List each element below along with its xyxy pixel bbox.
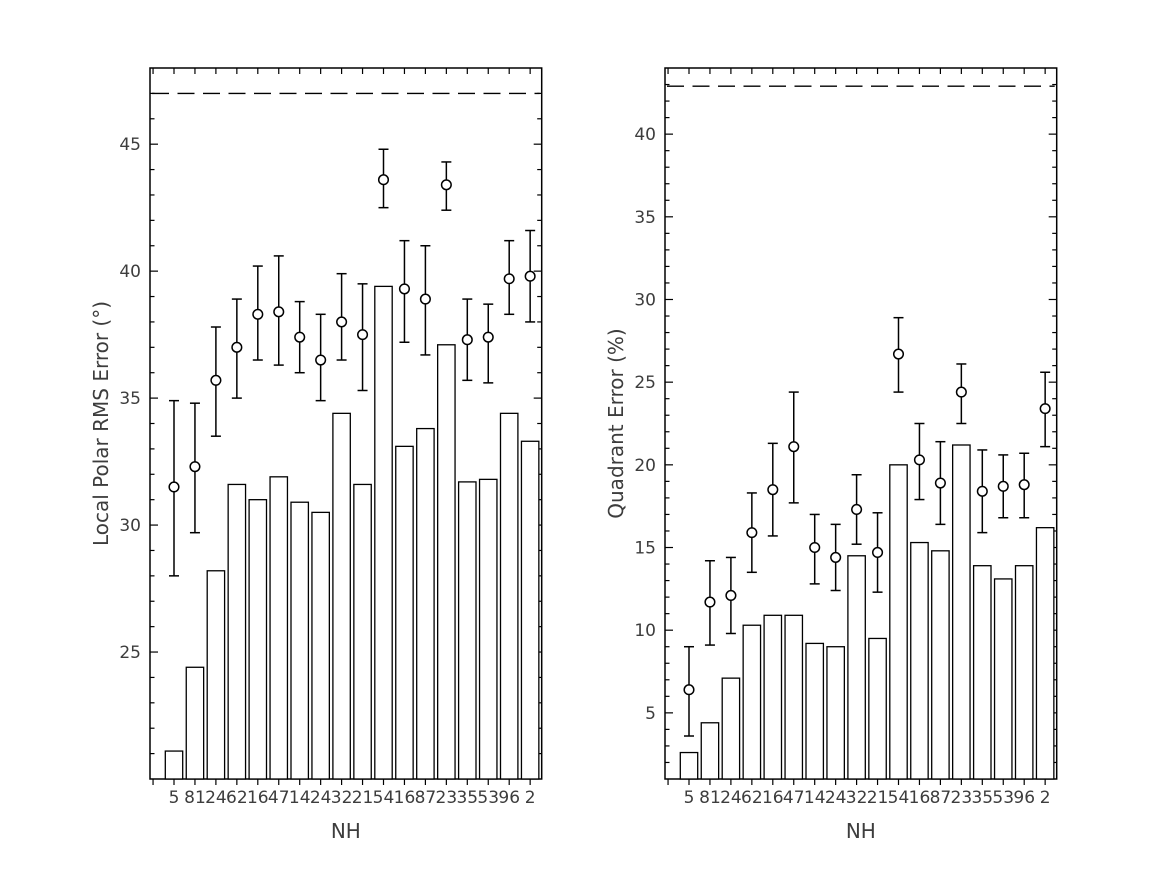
x-tick-label: 21: [351, 788, 374, 808]
data-point-circle: [421, 294, 431, 304]
bar: [974, 566, 991, 779]
bar: [501, 413, 518, 779]
bar: [743, 625, 760, 779]
data-point-circle: [789, 442, 799, 452]
y-tick-label: 35: [119, 389, 141, 410]
data-point-circle: [232, 343, 242, 353]
data-point-circle: [978, 486, 988, 496]
data-point-circle: [337, 317, 347, 327]
data-point-circle: [1040, 404, 1050, 414]
bar: [480, 479, 497, 779]
bar: [764, 615, 781, 779]
data-point-circle: [253, 310, 263, 320]
x-tick-label: 16: [761, 788, 784, 808]
bar: [186, 667, 203, 779]
x-tick-label: 87: [929, 788, 952, 808]
data-point-circle: [1019, 480, 1029, 490]
data-point-circle: [295, 332, 305, 342]
x-tick-label: 35: [971, 788, 994, 808]
x-tick-label: 16: [908, 788, 931, 808]
bar: [785, 615, 802, 779]
y-axis-label: Local Polar RMS Error (°): [89, 300, 113, 547]
bar: [459, 482, 476, 779]
y-tick-label: 45: [119, 135, 141, 156]
x-tick-label: 23: [435, 788, 458, 808]
bar: [806, 643, 823, 779]
y-tick-label: 30: [119, 516, 141, 537]
bar: [701, 723, 718, 779]
y-tick-label: 25: [119, 643, 141, 664]
x-tick-label: 16: [246, 788, 269, 808]
data-point-circle: [169, 482, 179, 492]
x-tick-label: 5: [168, 788, 180, 808]
x-axis-label: NH: [330, 819, 361, 843]
bar: [396, 446, 413, 779]
data-point-circle: [358, 330, 368, 340]
bar: [827, 647, 844, 779]
data-point-circle: [400, 284, 410, 294]
data-point-circle: [463, 335, 473, 345]
x-tick-label: 54: [372, 788, 395, 808]
bar: [911, 543, 928, 779]
data-point-circle: [998, 482, 1008, 492]
x-tick-label: 54: [887, 788, 910, 808]
x-tick-label: 2: [1039, 788, 1051, 808]
x-tick-label: 35: [456, 788, 479, 808]
y-axis-label: Quadrant Error (%): [604, 328, 628, 519]
data-point-circle: [211, 376, 221, 386]
bar: [1036, 528, 1053, 779]
bar: [291, 502, 308, 779]
x-tick-label: 2: [524, 788, 536, 808]
data-point-circle: [747, 528, 757, 538]
x-axis-label: NH: [845, 819, 876, 843]
y-tick-label: 20: [634, 455, 656, 476]
y-tick-label: 40: [119, 262, 141, 283]
bar: [249, 500, 266, 779]
x-tick-label: 87: [414, 788, 437, 808]
y-tick-label: 25: [634, 373, 656, 394]
x-tick-label: 14: [803, 788, 826, 808]
data-point-circle: [442, 180, 452, 190]
x-tick-label: 62: [226, 788, 248, 808]
data-point-circle: [831, 553, 841, 563]
bar: [417, 429, 434, 779]
data-point-circle: [316, 355, 326, 365]
bar: [848, 556, 865, 779]
x-tick-label: 62: [741, 788, 763, 808]
bar: [438, 345, 455, 779]
bar: [270, 477, 287, 779]
y-tick-label: 15: [634, 538, 656, 559]
bar: [521, 441, 538, 779]
bar: [207, 571, 224, 779]
bar: [932, 551, 949, 779]
x-tick-label: 32: [845, 788, 868, 808]
x-tick-label: 16: [393, 788, 416, 808]
x-tick-label: 81: [699, 788, 721, 808]
x-tick-label: 5: [683, 788, 695, 808]
x-tick-label: 23: [950, 788, 973, 808]
data-point-circle: [873, 548, 883, 558]
data-point-circle: [274, 307, 284, 317]
data-point-circle: [705, 597, 715, 607]
bar: [680, 753, 697, 779]
data-point-circle: [768, 485, 778, 495]
bar: [869, 638, 886, 779]
x-tick-label: 24: [720, 788, 742, 808]
data-point-circle: [810, 543, 820, 553]
bar: [228, 484, 245, 779]
bar: [375, 286, 392, 779]
bar: [354, 484, 371, 779]
y-tick-label: 5: [645, 703, 656, 724]
bar: [312, 512, 329, 779]
x-tick-label: 96: [1013, 788, 1036, 808]
y-tick-label: 40: [634, 125, 656, 146]
bar: [333, 413, 350, 779]
x-tick-label: 96: [498, 788, 521, 808]
data-point-circle: [936, 478, 946, 488]
y-tick-label: 35: [634, 207, 656, 228]
data-point-circle: [483, 332, 493, 342]
data-point-circle: [726, 591, 736, 601]
x-tick-label: 81: [184, 788, 206, 808]
data-point-circle: [190, 462, 200, 472]
bar: [890, 465, 907, 779]
x-tick-label: 24: [205, 788, 227, 808]
data-point-circle: [504, 274, 514, 284]
x-tick-label: 53: [992, 788, 1015, 808]
x-tick-label: 47: [267, 788, 290, 808]
x-tick-label: 24: [824, 788, 847, 808]
y-tick-label: 10: [634, 621, 656, 642]
data-point-circle: [379, 175, 389, 185]
y-tick-label: 30: [634, 290, 656, 311]
bar: [165, 751, 182, 779]
data-point-circle: [894, 349, 904, 359]
bar: [953, 445, 970, 779]
data-point-circle: [957, 387, 967, 397]
x-tick-label: 32: [330, 788, 353, 808]
data-point-circle: [852, 505, 862, 515]
x-tick-label: 53: [477, 788, 500, 808]
bar: [995, 579, 1012, 779]
data-point-circle: [684, 685, 694, 695]
x-tick-label: 24: [309, 788, 332, 808]
x-tick-label: 14: [288, 788, 311, 808]
x-tick-label: 47: [782, 788, 805, 808]
x-tick-label: 21: [866, 788, 889, 808]
bar: [1016, 566, 1033, 779]
bar: [722, 678, 739, 779]
data-point-circle: [915, 455, 925, 465]
data-point-circle: [525, 271, 535, 281]
